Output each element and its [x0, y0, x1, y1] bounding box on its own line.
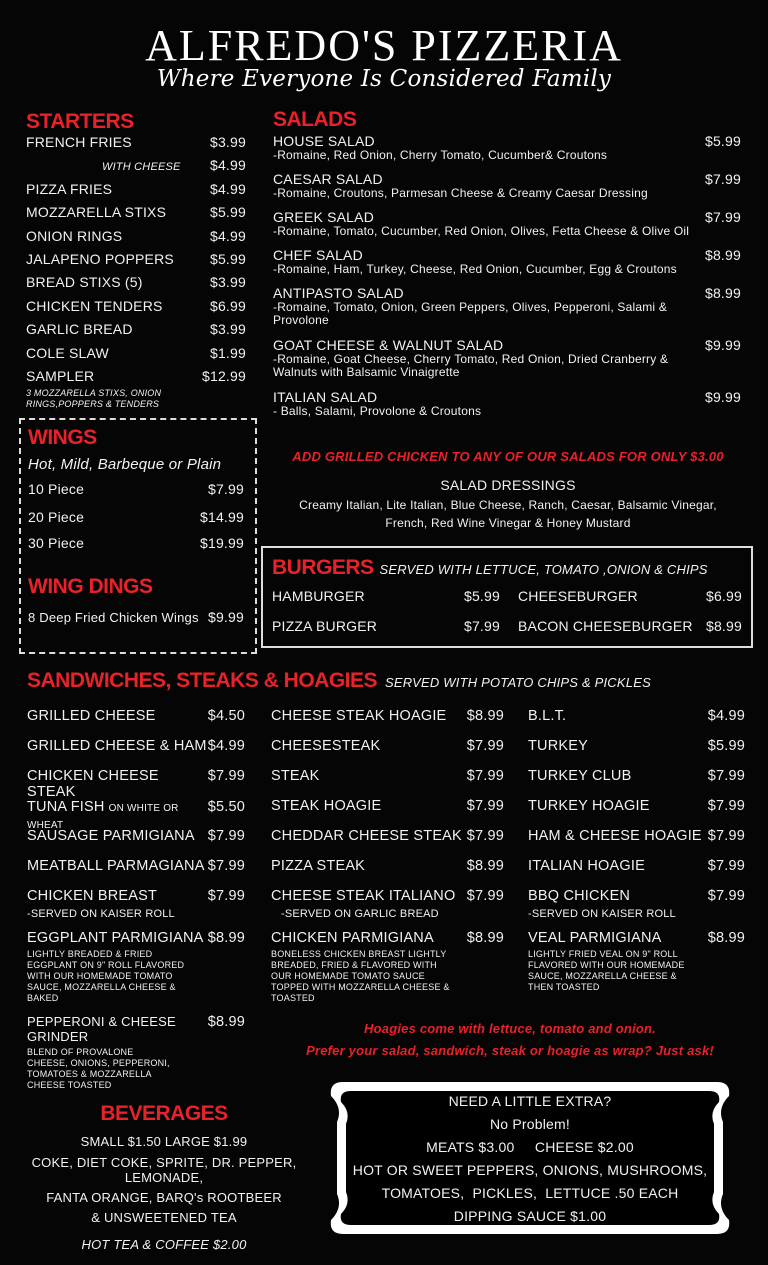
- hot-drinks: HOT TEA & COFFEE $2.00: [81, 1237, 247, 1252]
- item-name: CHICKEN TENDERS: [26, 297, 163, 314]
- list-item: [273, 337, 741, 389]
- list-item: [528, 798, 745, 818]
- item-price: $7.99: [466, 738, 504, 754]
- list-item: [271, 738, 504, 758]
- list-item: [273, 389, 741, 418]
- extra-line-2: No Problem!: [489, 1116, 570, 1132]
- item-name: ONION RINGS: [26, 227, 123, 244]
- item-price: $6.99: [209, 297, 246, 314]
- item-sub: -SERVED ON GARLIC BREAD: [281, 908, 439, 920]
- item-price: $8.99: [466, 708, 504, 724]
- sandwich-column-1: [27, 708, 245, 1101]
- list-item: [27, 768, 245, 800]
- item-name: WITH CHEESE: [102, 161, 181, 174]
- list-item: [273, 285, 741, 337]
- list-item: [26, 157, 246, 180]
- list-item: [27, 798, 245, 831]
- list-item: [26, 251, 246, 274]
- item-price: $4.99: [209, 227, 246, 244]
- item-name: MEATBALL PARMAGIANA: [27, 858, 205, 874]
- list-item: [27, 828, 245, 848]
- item-name: CHEDDAR CHEESE STEAK: [271, 828, 462, 844]
- item-name: JALAPENO POPPERS: [26, 250, 174, 267]
- beverage-line-1: COKE, DIET COKE, SPRITE, DR. PEPPER, LEMONADE,: [31, 1155, 297, 1185]
- list-item: [26, 368, 246, 388]
- item-price: $14.99: [199, 509, 244, 525]
- list-item: [272, 588, 500, 604]
- item-name: PIZZA BURGER: [272, 618, 378, 634]
- item-name: FRENCH FRIES: [26, 134, 132, 150]
- add-chicken-note: ADD GRILLED CHICKEN TO ANY OF OUR SALADS FOR ONLY $3.00: [292, 449, 724, 464]
- dressings-line-2: French, Red Wine Vinegar & Honey Mustard: [385, 516, 631, 530]
- item-name: ITALIAN HOAGIE: [528, 858, 645, 874]
- item-name: SAMPLER: [26, 367, 95, 384]
- extra-section: [325, 1090, 735, 1228]
- item-price: $8.99: [707, 930, 745, 946]
- item-name: HAM & CHEESE HOAGIE: [528, 828, 702, 844]
- sandwich-column-3: [528, 708, 745, 1003]
- list-item: [518, 618, 742, 634]
- item-price: $9.99: [704, 389, 741, 405]
- item-price: $8.99: [466, 858, 504, 874]
- burgers-section: [272, 556, 742, 634]
- list-item: [518, 588, 742, 604]
- list-item: [271, 768, 504, 788]
- list-item: [272, 618, 500, 634]
- item-price: $5.99: [209, 204, 246, 221]
- list-item: [528, 768, 745, 788]
- list-item: [26, 228, 246, 251]
- item-name: EGGPLANT PARMIGIANA: [27, 930, 204, 946]
- beverage-sizes: SMALL $1.50 LARGE $1.99: [80, 1134, 248, 1149]
- item-price: $12.99: [201, 367, 246, 384]
- item-description: BLEND OF PROVALONE CHEESE, ONIONS, PEPPERONI, TOMATOES & MOZZARELLA CHEESE TOASTED: [27, 1047, 170, 1090]
- list-item: [528, 708, 745, 728]
- item-description: LIGHTLY FRIED VEAL ON 9" ROLL FLAVORED WITH OUR HOMEMADE SAUCE, MOZZARELLA CHEESE & THEN TOASTED: [528, 949, 685, 992]
- wings-section: [28, 426, 244, 625]
- item-name: TURKEY: [528, 738, 589, 754]
- wings-heading: WINGS: [28, 426, 97, 449]
- item-name: 10 Piece: [28, 481, 85, 497]
- item-price: $7.99: [707, 828, 745, 844]
- item-price: $4.99: [209, 180, 246, 197]
- salads-content: [273, 108, 741, 418]
- item-price: $4.50: [207, 708, 245, 724]
- item-price: $7.99: [466, 798, 504, 814]
- item-price: $8.99: [466, 930, 504, 946]
- tagline: Where Everyone Is Considered Family: [156, 66, 612, 92]
- item-description: -Romaine, Goat Cheese, Cherry Tomato, Red Onion, Dried Cranberry & Walnuts with Balsamic Vinaigrette: [273, 352, 669, 379]
- salads-heading: SALADS: [273, 108, 357, 131]
- list-item: [528, 858, 745, 878]
- list-item: [26, 298, 246, 321]
- item-price: $7.99: [707, 798, 745, 814]
- list-item: [528, 828, 745, 848]
- item-name: CHEESE STEAK ITALIANO: [271, 888, 456, 904]
- burgers-heading: BURGERS: [272, 556, 374, 579]
- item-price: $19.99: [199, 535, 244, 551]
- list-item: [27, 708, 245, 728]
- item-sub: -SERVED ON KAISER ROLL: [528, 908, 676, 920]
- item-price: $4.99: [707, 708, 745, 724]
- item-price: $7.99: [207, 858, 245, 874]
- list-item: [27, 888, 245, 920]
- item-price: $5.50: [207, 799, 245, 815]
- list-item: [26, 134, 246, 157]
- beverages-section: [20, 1102, 308, 1252]
- item-description: BONELESS CHICKEN BREAST LIGHTLY BREADED, FRIED & FLAVORED WITH OUR HOMEMADE TOMATO SAUCE TOPPED WITH MOZZARELLA CHEESE & TOASTED: [271, 949, 450, 1003]
- item-price: $3.99: [209, 134, 246, 150]
- item-name: BREAD STIXS (5): [26, 274, 143, 291]
- hoagie-note: Hoagies come with lettuce, tomato and onion.: [364, 1021, 656, 1036]
- item-name: BBQ CHICKEN: [528, 888, 631, 904]
- item-name: 20 Piece: [28, 509, 85, 525]
- item-name: SAUSAGE PARMIGIANA: [27, 828, 195, 844]
- item-name: CHICKEN BREAST: [27, 888, 158, 904]
- list-item: [271, 858, 504, 878]
- item-name: STEAK: [271, 768, 320, 784]
- item-name: CHEF SALAD: [273, 247, 363, 263]
- item-description: -Romaine, Ham, Turkey, Cheese, Red Onion, Cucumber, Egg & Croutons: [273, 262, 677, 276]
- extra-line-1: NEED A LITTLE EXTRA?: [448, 1093, 612, 1109]
- item-name: 8 Deep Fried Chicken Wings: [28, 610, 199, 625]
- dressings-heading: SALAD DRESSINGS: [440, 477, 576, 493]
- item-price: $7.99: [463, 618, 500, 634]
- list-item: [271, 828, 504, 848]
- item-name: VEAL PARMIGIANA: [528, 930, 662, 946]
- list-item: [27, 930, 245, 1004]
- item-price: $8.99: [704, 247, 741, 263]
- item-price: $7.99: [707, 858, 745, 874]
- item-description: -Romaine, Croutons, Parmesan Cheese & Creamy Caesar Dressing: [273, 186, 648, 200]
- extra-line-4: HOT OR SWEET PEPPERS, ONIONS, MUSHROOMS,: [352, 1162, 708, 1178]
- dressings-line-1: Creamy Italian, Lite Italian, Blue Cheese, Ranch, Caesar, Balsamic Vinegar,: [299, 498, 717, 512]
- item-name: GRILLED CHEESE & HAM: [27, 738, 207, 754]
- list-item: [26, 274, 246, 297]
- item-name: CHICKEN CHEESE STEAK: [27, 768, 159, 800]
- item-name: B.L.T.: [528, 708, 567, 724]
- item-name: CHEESESTEAK: [271, 738, 381, 754]
- item-price: $5.99: [463, 588, 500, 604]
- list-item: [528, 930, 745, 993]
- list-item: [273, 247, 741, 285]
- item-name: ANTIPASTO SALAD: [273, 285, 404, 301]
- sandwiches-subtitle: SERVED WITH POTATO CHIPS & PICKLES: [385, 675, 651, 690]
- item-name: CHICKEN PARMIGIANA: [271, 930, 434, 946]
- item-price: $7.99: [207, 828, 245, 844]
- item-price: $7.99: [707, 888, 745, 904]
- item-name: MOZZARELLA STIXS: [26, 204, 167, 221]
- list-item: [28, 535, 244, 561]
- item-name: TUNA FISH: [27, 799, 105, 815]
- starters-section: [26, 110, 246, 410]
- item-name: BACON CHEESEBURGER: [518, 618, 693, 634]
- list-item: [28, 609, 244, 625]
- item-name: PIZZA STEAK: [271, 858, 366, 874]
- beverage-line-2: FANTA ORANGE, BARQ's ROOTBEER: [46, 1190, 282, 1205]
- wing-flavors: Hot, Mild, Barbeque or Plain: [28, 456, 222, 473]
- item-name: PIZZA FRIES: [26, 180, 113, 197]
- list-item: [273, 209, 741, 247]
- item-price: $7.99: [207, 768, 245, 784]
- item-price: $8.99: [705, 618, 742, 634]
- beverage-line-3: & UNSWEETENED TEA: [91, 1210, 237, 1225]
- item-description: - Balls, Salami, Provolone & Croutons: [273, 404, 482, 418]
- item-name: GREEK SALAD: [273, 209, 375, 225]
- list-item: [273, 133, 741, 171]
- item-price: $4.99: [207, 738, 245, 754]
- item-price: $7.99: [207, 481, 244, 497]
- item-price: $3.99: [209, 321, 246, 338]
- item-description: -Romaine, Red Onion, Cherry Tomato, Cucumber& Croutons: [273, 148, 608, 162]
- item-name: COLE SLAW: [26, 344, 109, 361]
- list-item: [28, 481, 244, 509]
- item-price: $8.99: [207, 1014, 245, 1030]
- list-item: [271, 708, 504, 728]
- extra-line-5: TOMATOES, PICKLES, LETTUCE .50 EACH: [381, 1185, 679, 1201]
- list-item: [27, 858, 245, 878]
- item-name: GARLIC BREAD: [26, 321, 133, 338]
- list-item: [271, 888, 504, 920]
- extra-line-3: MEATS $3.00 CHEESE $2.00: [426, 1139, 634, 1155]
- item-name: 30 Piece: [28, 535, 85, 551]
- item-price: $7.99: [207, 888, 245, 904]
- item-price: $9.99: [207, 609, 244, 625]
- item-name: GRILLED CHEESE: [27, 708, 156, 724]
- list-item: [27, 738, 245, 758]
- starters-heading: STARTERS: [26, 110, 134, 133]
- sandwich-column-2: [271, 708, 504, 1014]
- item-description: LIGHTLY BREADED & FRIED EGGPLANT ON 9" ROLL FLAVORED WITH OUR HOMEMADE TOMATO SAUCE, MOZZARELLA CHEESE & BAKED: [27, 949, 185, 1003]
- list-item: [27, 1014, 245, 1091]
- list-item: [528, 888, 745, 920]
- list-item: [273, 171, 741, 209]
- list-item: [26, 321, 246, 344]
- item-price: $1.99: [209, 344, 246, 361]
- item-price: $8.99: [207, 930, 245, 946]
- item-name: ITALIAN SALAD: [273, 389, 378, 405]
- item-name: STEAK HOAGIE: [271, 798, 382, 814]
- item-price: $5.99: [209, 250, 246, 267]
- list-item: [271, 930, 504, 1004]
- item-name: HOUSE SALAD: [273, 133, 375, 149]
- sampler-description: 3 MOZZARELLA STIXS, ONION RINGS,POPPERS & TENDERS: [26, 387, 162, 409]
- item-name: TURKEY HOAGIE: [528, 798, 650, 814]
- item-price: $7.99: [466, 888, 504, 904]
- item-name: CAESAR SALAD: [273, 171, 383, 187]
- burgers-subtitle: SERVED WITH LETTUCE, TOMATO ,ONION & CHIPS: [379, 562, 708, 577]
- extra-line-6: DIPPING SAUCE $1.00: [453, 1208, 607, 1224]
- item-name: HAMBURGER: [272, 588, 365, 604]
- item-price: $5.99: [707, 738, 745, 754]
- list-item: [528, 738, 745, 758]
- item-name: CHEESE STEAK HOAGIE: [271, 708, 447, 724]
- item-price: $7.99: [704, 209, 741, 225]
- list-item: [271, 798, 504, 818]
- item-price: $5.99: [704, 133, 741, 149]
- item-price: $7.99: [707, 768, 745, 784]
- wing-dings-heading: WING DINGS: [28, 575, 153, 598]
- item-price: $6.99: [705, 588, 742, 604]
- item-description: -Romaine, Tomato, Cucumber, Red Onion, Olives, Fetta Cheese & Olive Oil: [273, 224, 690, 238]
- list-item: [26, 345, 246, 368]
- item-sub: -SERVED ON KAISER ROLL: [27, 908, 175, 920]
- sandwiches-header: [27, 669, 651, 693]
- item-price: $4.99: [209, 157, 246, 174]
- wrap-note: Prefer your salad, sandwich, steak or hoagie as wrap? Just ask!: [306, 1043, 714, 1058]
- item-price: $7.99: [466, 828, 504, 844]
- sandwiches-heading: SANDWICHES, STEAKS & HOAGIES: [27, 669, 378, 692]
- item-name: GOAT CHEESE & WALNUT SALAD: [273, 337, 504, 353]
- item-description: -Romaine, Tomato, Onion, Green Peppers, Olives, Pepperoni, Salami & Provolone: [273, 300, 668, 327]
- beverages-heading: BEVERAGES: [100, 1102, 228, 1125]
- list-item: [28, 509, 244, 535]
- list-item: [26, 181, 246, 204]
- item-name: PEPPERONI & CHEESE GRINDER: [27, 1014, 176, 1044]
- item-price: $7.99: [704, 171, 741, 187]
- item-name: CHEESEBURGER: [518, 588, 638, 604]
- item-price: $3.99: [209, 274, 246, 291]
- item-note: ON WHITE OR WHEAT: [27, 803, 179, 831]
- item-price: $7.99: [466, 768, 504, 784]
- item-price: $9.99: [704, 337, 741, 353]
- restaurant-name: ALFREDO'S PIZZERIA: [145, 21, 623, 70]
- list-item: [26, 204, 246, 227]
- item-name: TURKEY CLUB: [528, 768, 632, 784]
- item-price: $8.99: [704, 285, 741, 301]
